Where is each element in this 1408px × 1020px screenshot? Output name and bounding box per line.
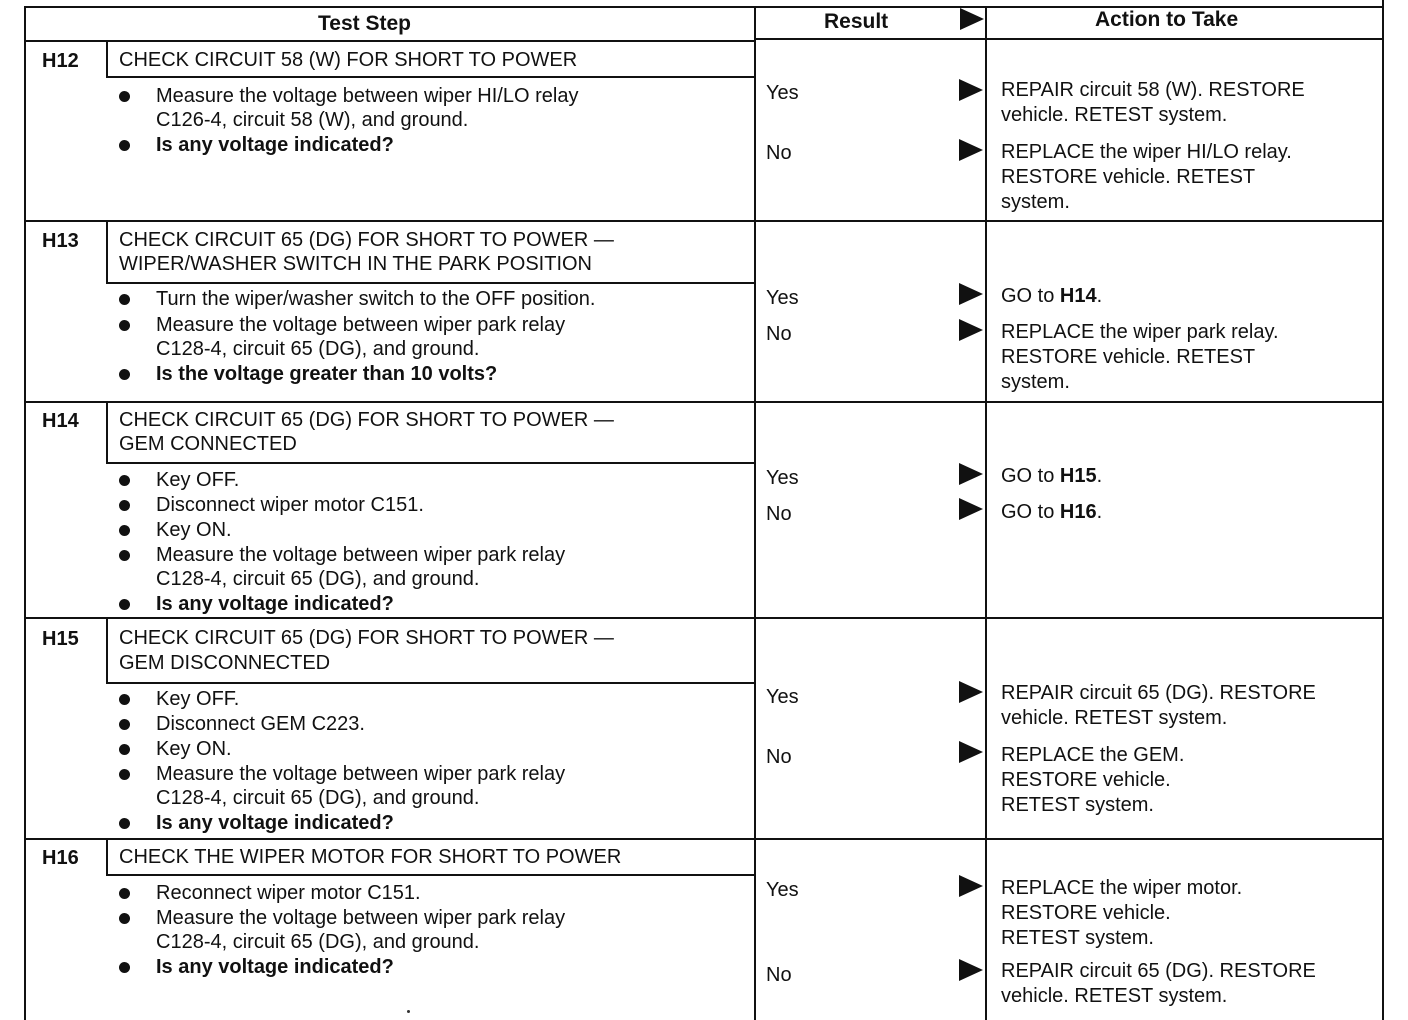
step-question: Is any voltage indicated? bbox=[156, 812, 394, 834]
title-underline bbox=[106, 874, 754, 876]
action-text: REPLACE the GEM. bbox=[1001, 744, 1185, 766]
action-text: RESTORE vehicle. RETEST bbox=[1001, 166, 1256, 188]
action-text: REPAIR circuit 65 (DG). RESTORE bbox=[1001, 960, 1316, 982]
step-instruction: Key ON. bbox=[156, 738, 232, 760]
goto-step-ref: H16 bbox=[1059, 501, 1097, 523]
result-arrow-icon bbox=[959, 959, 983, 981]
action-text: system. bbox=[1001, 371, 1070, 393]
result-no: No bbox=[766, 503, 792, 525]
action-goto bbox=[1001, 464, 1102, 488]
action-text: REPAIR circuit 65 (DG). RESTORE bbox=[1001, 682, 1316, 704]
header-bottom-border bbox=[24, 40, 754, 42]
bullet-icon bbox=[119, 525, 130, 536]
action-text: RESTORE vehicle. bbox=[1001, 902, 1171, 924]
bullet-icon bbox=[119, 744, 130, 755]
step-instruction: Measure the voltage between wiper park relay bbox=[156, 314, 566, 336]
title-underline bbox=[106, 76, 754, 78]
action-text: RESTORE vehicle. RETEST bbox=[1001, 346, 1256, 368]
step-question: Is the voltage greater than 10 volts? bbox=[156, 363, 498, 385]
code-divider bbox=[106, 401, 108, 462]
header-arrow-icon bbox=[960, 8, 984, 30]
result-arrow-icon bbox=[959, 79, 983, 101]
action-text: REPLACE the wiper park relay. bbox=[1001, 321, 1279, 343]
action-goto bbox=[1001, 284, 1102, 308]
title-underline bbox=[106, 462, 754, 464]
step-question: Is any voltage indicated? bbox=[156, 956, 394, 978]
result-arrow-icon bbox=[959, 139, 983, 161]
result-arrow-icon bbox=[959, 681, 983, 703]
goto-step-ref: H14 bbox=[1059, 285, 1097, 307]
step-title: CHECK CIRCUIT 65 (DG) FOR SHORT TO POWER — bbox=[119, 409, 614, 431]
goto-prefix: GO to bbox=[1001, 501, 1060, 523]
result-yes: Yes bbox=[766, 287, 799, 309]
step-code: H16 bbox=[42, 847, 79, 869]
row-separator bbox=[24, 401, 1382, 403]
result-arrow-icon bbox=[959, 463, 983, 485]
goto-prefix: GO to bbox=[1001, 285, 1060, 307]
title-underline bbox=[106, 682, 754, 684]
result-yes: Yes bbox=[766, 467, 799, 489]
header-test-step: Test Step bbox=[318, 12, 411, 35]
action-text: RETEST system. bbox=[1001, 794, 1154, 816]
action-text: REPAIR circuit 58 (W). RESTORE bbox=[1001, 79, 1305, 101]
step-instruction: Disconnect wiper motor C151. bbox=[156, 494, 424, 516]
code-divider bbox=[106, 617, 108, 682]
action-text: vehicle. RETEST system. bbox=[1001, 104, 1228, 126]
action-text: REPLACE the wiper motor. bbox=[1001, 877, 1243, 899]
result-arrow-icon bbox=[959, 875, 983, 897]
result-arrow-icon bbox=[959, 498, 983, 520]
step-title: GEM DISCONNECTED bbox=[119, 652, 331, 674]
col-divider-action bbox=[985, 6, 987, 1020]
bullet-icon bbox=[119, 320, 130, 331]
row-separator bbox=[24, 220, 1382, 222]
action-text: REPLACE the wiper HI/LO relay. bbox=[1001, 141, 1292, 163]
action-text: vehicle. RETEST system. bbox=[1001, 707, 1228, 729]
bullet-icon bbox=[119, 962, 130, 973]
bullet-icon bbox=[119, 818, 130, 829]
step-instruction: Measure the voltage between wiper park relay bbox=[156, 763, 566, 785]
row-separator bbox=[24, 617, 1382, 619]
step-title: GEM CONNECTED bbox=[119, 433, 297, 455]
col-divider-result bbox=[754, 6, 756, 1020]
result-no: No bbox=[766, 142, 792, 164]
step-instruction: C128-4, circuit 65 (DG), and ground. bbox=[156, 338, 480, 360]
header-result: Result bbox=[824, 10, 889, 33]
step-code: H12 bbox=[42, 50, 79, 72]
step-instruction: Measure the voltage between wiper HI/LO relay bbox=[156, 85, 579, 107]
bullet-icon bbox=[119, 888, 130, 899]
result-arrow-icon bbox=[959, 741, 983, 763]
result-yes: Yes bbox=[766, 82, 799, 104]
step-title: CHECK CIRCUIT 58 (W) FOR SHORT TO POWER bbox=[119, 49, 578, 71]
step-instruction: C126-4, circuit 58 (W), and ground. bbox=[156, 109, 469, 131]
step-title: CHECK THE WIPER MOTOR FOR SHORT TO POWER bbox=[119, 846, 622, 868]
bullet-icon bbox=[119, 294, 130, 305]
result-arrow-icon bbox=[959, 283, 983, 305]
action-goto bbox=[1001, 500, 1102, 524]
result-arrow-icon bbox=[959, 319, 983, 341]
step-instruction: Key OFF. bbox=[156, 469, 240, 491]
step-instruction: Turn the wiper/washer switch to the OFF position. bbox=[156, 288, 596, 310]
header-action: Action to Take bbox=[1095, 8, 1239, 31]
bullet-icon bbox=[119, 769, 130, 780]
col-right-border bbox=[1382, 0, 1384, 1020]
bullet-icon bbox=[119, 599, 130, 610]
step-instruction: Reconnect wiper motor C151. bbox=[156, 882, 421, 904]
step-instruction: Key OFF. bbox=[156, 688, 240, 710]
code-divider bbox=[106, 838, 108, 874]
scan-speck bbox=[407, 1010, 410, 1013]
action-text: vehicle. RETEST system. bbox=[1001, 985, 1228, 1007]
result-no: No bbox=[766, 323, 792, 345]
action-text: RETEST system. bbox=[1001, 927, 1154, 949]
code-divider bbox=[106, 220, 108, 282]
goto-step-ref: H15 bbox=[1059, 465, 1097, 487]
goto-prefix: GO to bbox=[1001, 465, 1060, 487]
bullet-icon bbox=[119, 91, 130, 102]
result-yes: Yes bbox=[766, 879, 799, 901]
title-underline bbox=[106, 282, 754, 284]
step-question: Is any voltage indicated? bbox=[156, 593, 394, 615]
bullet-icon bbox=[119, 719, 130, 730]
header-bottom-border-right bbox=[754, 38, 1382, 40]
col-left-border bbox=[24, 6, 26, 1020]
code-divider bbox=[106, 40, 108, 76]
bullet-icon bbox=[119, 140, 130, 151]
goto-suffix: . bbox=[1096, 465, 1103, 487]
result-yes: Yes bbox=[766, 686, 799, 708]
step-instruction: Disconnect GEM C223. bbox=[156, 713, 365, 735]
step-instruction: Measure the voltage between wiper park relay bbox=[156, 907, 566, 929]
bullet-icon bbox=[119, 475, 130, 486]
goto-suffix: . bbox=[1096, 285, 1103, 307]
step-instruction: Measure the voltage between wiper park relay bbox=[156, 544, 566, 566]
row-separator bbox=[24, 838, 1382, 840]
step-code: H13 bbox=[42, 230, 79, 252]
bullet-icon bbox=[119, 500, 130, 511]
step-question: Is any voltage indicated? bbox=[156, 134, 394, 156]
bullet-icon bbox=[119, 694, 130, 705]
step-code: H15 bbox=[42, 628, 79, 650]
bullet-icon bbox=[119, 369, 130, 380]
action-text: RESTORE vehicle. bbox=[1001, 769, 1171, 791]
action-text: system. bbox=[1001, 191, 1070, 213]
step-title: CHECK CIRCUIT 65 (DG) FOR SHORT TO POWER — bbox=[119, 627, 614, 649]
step-title: WIPER/WASHER SWITCH IN THE PARK POSITION bbox=[119, 253, 592, 275]
step-instruction: C128-4, circuit 65 (DG), and ground. bbox=[156, 931, 480, 953]
step-code: H14 bbox=[42, 410, 79, 432]
step-instruction: Key ON. bbox=[156, 519, 232, 541]
step-instruction: C128-4, circuit 65 (DG), and ground. bbox=[156, 787, 480, 809]
result-no: No bbox=[766, 746, 792, 768]
step-title: CHECK CIRCUIT 65 (DG) FOR SHORT TO POWER — bbox=[119, 229, 614, 251]
bullet-icon bbox=[119, 550, 130, 561]
result-no: No bbox=[766, 964, 792, 986]
goto-suffix: . bbox=[1096, 501, 1103, 523]
bullet-icon bbox=[119, 913, 130, 924]
step-instruction: C128-4, circuit 65 (DG), and ground. bbox=[156, 568, 480, 590]
